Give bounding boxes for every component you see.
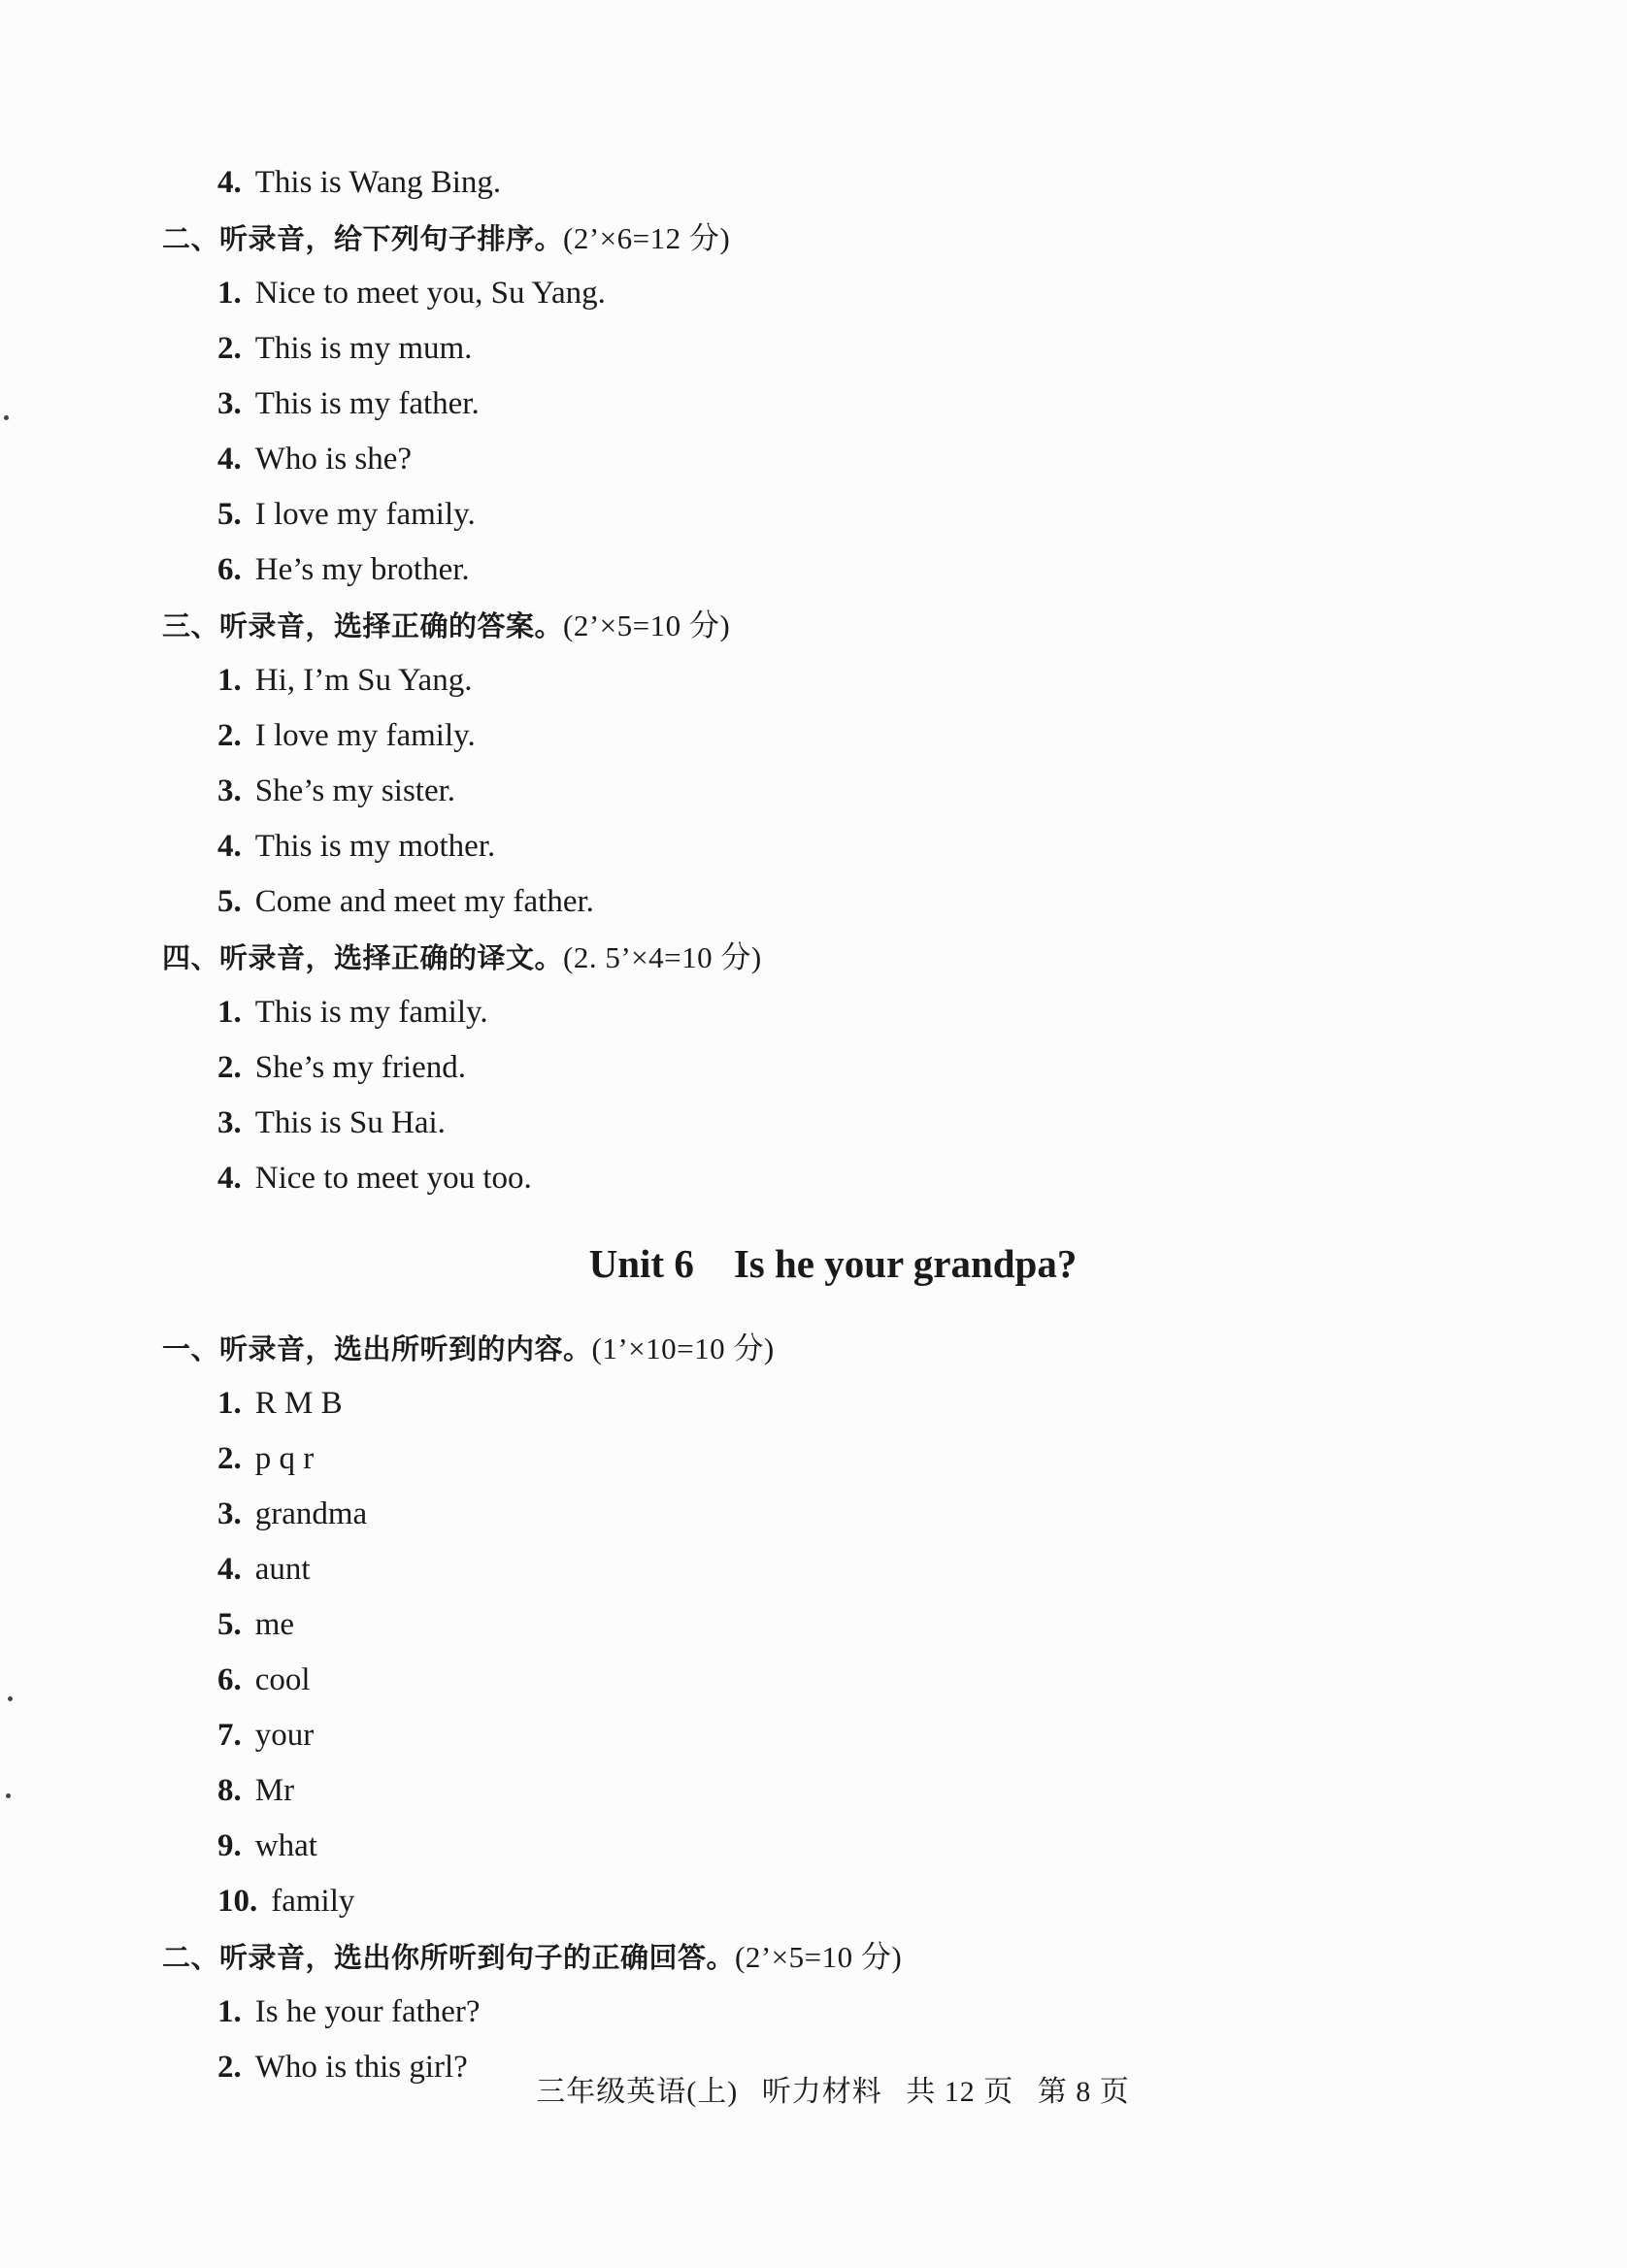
item-number: 3. [217, 1496, 242, 1531]
item-text: This is my mother. [254, 829, 496, 864]
item-number: 1. [217, 276, 242, 311]
section-heading-text: 四、听录音，选择正确的译文。 [162, 941, 564, 974]
item-text: This is Su Hai. [254, 1105, 446, 1140]
item-text: cool [254, 1662, 311, 1697]
list-item [0, 432, 1627, 487]
list-item [0, 1542, 1627, 1597]
section-heading [0, 211, 1627, 266]
section-heading [0, 930, 1627, 985]
item-number: 3. [217, 773, 242, 808]
item-text: your [254, 1718, 315, 1753]
list-item [0, 1819, 1627, 1874]
unit-title: Unit 6 Is he your grandpa? [588, 1241, 1078, 1286]
item-number: 4. [217, 829, 242, 864]
section-heading-text: 三、听录音，选择正确的答案。 [162, 609, 564, 642]
list-item [0, 874, 1627, 930]
list-item [0, 985, 1627, 1040]
section-points: (2’×6=12 分) [563, 221, 731, 255]
item-text: Mr [254, 1773, 295, 1808]
list-item [0, 1597, 1627, 1653]
item-number: 2. [217, 718, 242, 753]
item-number: 2. [217, 2050, 242, 2085]
item-text: This is my family. [254, 995, 488, 1030]
item-number: 4. [217, 442, 242, 477]
item-text: This is my mum. [254, 331, 473, 366]
item-text: This is Wang Bing. [254, 165, 502, 200]
item-text: I love my family. [254, 718, 476, 753]
section-heading-text: 二、听录音，选出你所听到句子的正确回答。 [162, 1941, 736, 1974]
section-points: (2’×5=10 分) [735, 1940, 903, 1974]
scan-speck [6, 1793, 11, 1798]
section-heading [0, 1929, 1627, 1985]
page-footer [0, 2067, 1627, 2110]
list-item [0, 1874, 1627, 1929]
item-text: aunt [254, 1552, 311, 1587]
list-item [0, 1040, 1627, 1096]
section-heading [0, 1321, 1627, 1376]
item-number: 2. [217, 1441, 242, 1476]
item-number: 2. [217, 1050, 242, 1085]
item-number: 9. [217, 1828, 242, 1863]
section-heading-text: 一、听录音，选出所听到的内容。 [162, 1332, 592, 1365]
section-points: (2. 5’×4=10 分) [563, 940, 762, 974]
section-heading [0, 598, 1627, 653]
section-points: (1’×10=10 分) [591, 1331, 775, 1365]
item-text: She’s my friend. [254, 1050, 466, 1085]
item-text: Hi, I’m Su Yang. [254, 663, 473, 698]
item-text: Who is she? [254, 442, 413, 477]
item-number: 1. [217, 1994, 242, 2029]
item-number: 5. [217, 1607, 242, 1642]
footer-page-number: 第 8 页 [1037, 2076, 1130, 2108]
footer-material: 听力材料 [761, 2076, 882, 2108]
list-item [0, 377, 1627, 432]
item-number: 1. [217, 995, 242, 1030]
scan-speck [8, 1696, 13, 1701]
list-item [0, 1763, 1627, 1819]
item-number: 8. [217, 1773, 242, 1808]
list-item [0, 1985, 1627, 2040]
item-number: 7. [217, 1718, 242, 1753]
item-text: family [271, 1884, 355, 1919]
list-item [0, 487, 1627, 542]
item-number: 1. [217, 663, 242, 698]
item-number: 4. [217, 1552, 242, 1587]
list-item [0, 819, 1627, 874]
list-item [0, 266, 1627, 321]
footer-total-pages: 共 12 页 [906, 2076, 1014, 2108]
item-number: 4. [217, 1161, 242, 1196]
item-number: 3. [217, 386, 242, 421]
item-text: what [254, 1828, 317, 1863]
item-number: 6. [217, 1662, 242, 1697]
item-number: 5. [217, 884, 242, 919]
item-text: She’s my sister. [254, 773, 456, 808]
footer-subject: 三年级英语(上) [536, 2076, 739, 2108]
list-item [0, 155, 1627, 211]
list-item [0, 1096, 1627, 1151]
item-text: I love my family. [254, 497, 476, 532]
item-text: grandma [254, 1496, 368, 1531]
list-item [0, 653, 1627, 708]
list-item [0, 1487, 1627, 1542]
item-number: 4. [217, 165, 242, 200]
item-text: R M B [254, 1386, 343, 1421]
item-number: 3. [217, 1105, 242, 1140]
section-points: (2’×5=10 分) [563, 608, 731, 642]
item-text: This is my father. [254, 386, 480, 421]
item-number: 2. [217, 331, 242, 366]
item-text: me [254, 1607, 295, 1642]
list-item [0, 1708, 1627, 1763]
section-heading-text: 二、听录音，给下列句子排序。 [162, 222, 564, 255]
item-number: 10. [217, 1884, 258, 1919]
item-text: Nice to meet you, Su Yang. [254, 276, 606, 311]
list-item [0, 708, 1627, 764]
list-item [0, 542, 1627, 598]
list-item [0, 1653, 1627, 1708]
list-item [0, 1431, 1627, 1487]
item-text: Come and meet my father. [254, 884, 594, 919]
item-number: 6. [217, 552, 242, 587]
item-number: 5. [217, 497, 242, 532]
page-content [0, 155, 1627, 2095]
list-item [0, 1151, 1627, 1206]
item-number: 1. [217, 1386, 242, 1421]
list-item [0, 1376, 1627, 1431]
list-item [0, 321, 1627, 377]
item-text: He’s my brother. [254, 552, 470, 587]
item-text: p q r [254, 1441, 315, 1476]
item-text: Nice to meet you too. [254, 1161, 532, 1196]
scan-speck [4, 415, 9, 420]
item-text: Who is this girl? [254, 2050, 468, 2085]
item-text: Is he your father? [254, 1994, 481, 2029]
list-item [0, 764, 1627, 819]
